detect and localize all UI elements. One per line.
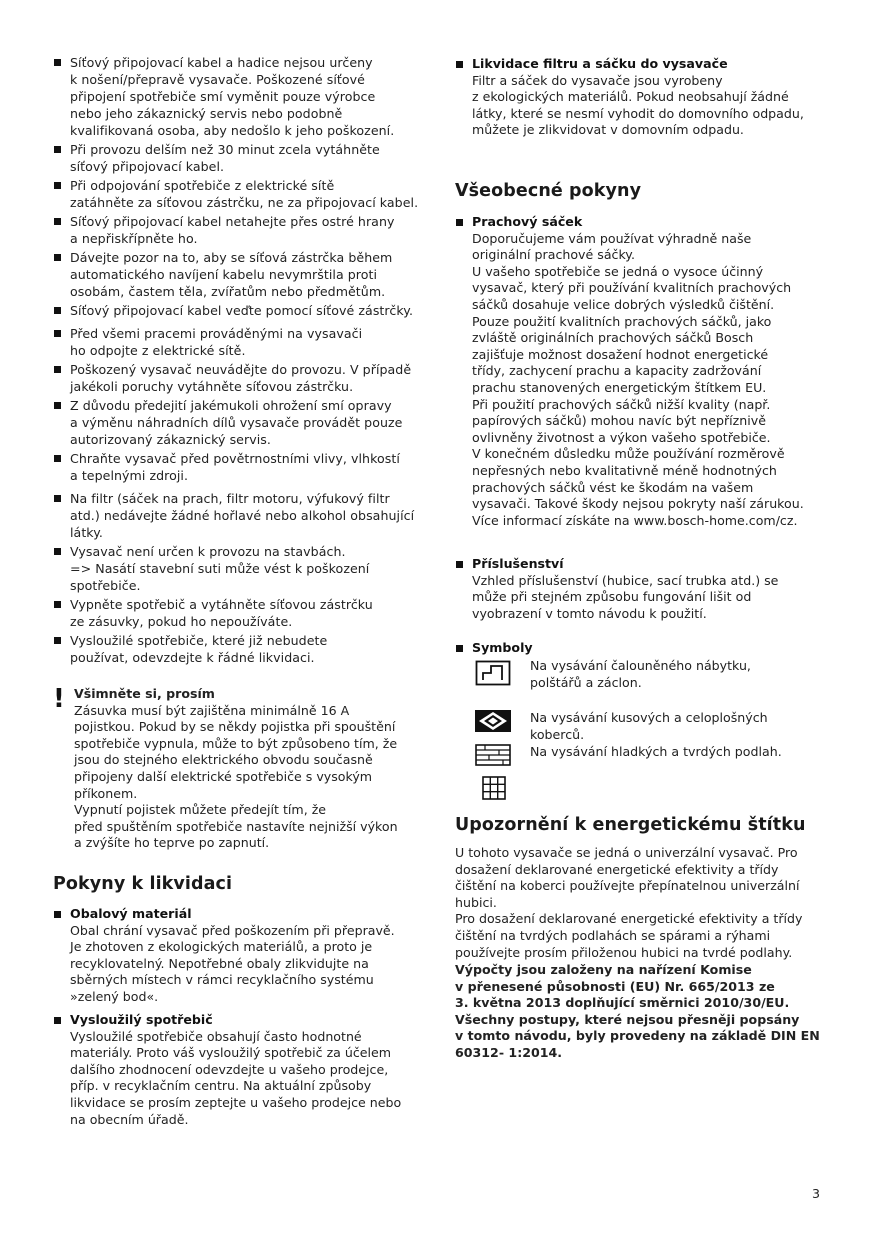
left-column xyxy=(53,54,433,668)
note-body: Zásuvka musí být zajištěna minimálně 16 A pojistkou. Pokud by se někdy pojistka při spouštění spotřebiče vypnula, může to být způsobeno tím, že jsou do stejného elektrického obvodu současně připojeny další elektrické spotřebiče s vysokým příkonem. Vypnutí pojistek můžete předejít tím, že před spuštěním spotřebiče nastavíte nejnižší výkon a zvýšíte ho teprve po zapnutí. xyxy=(74,702,398,851)
attention-note xyxy=(53,686,454,852)
note-title: Všimněte si, prosím xyxy=(74,686,215,701)
filter-disposal-title: Likvidace filtru a sáčku do vysavače xyxy=(472,56,728,71)
list-item: Vysavač není určen k provozu na stavbách. => Nasátí stavební suti může vést k poškození spotřebiče. xyxy=(53,543,433,594)
list-item: Síťový připojovací kabel netahejte přes ostré hrany a nepřiskřípněte ho. xyxy=(53,213,433,247)
list-item: Vypněte spotřebič a vytáhněte síťovou zástrčku ze zásuvky, pokud ho nepoužíváte. xyxy=(53,596,433,630)
bullet-square-icon xyxy=(54,218,61,225)
list-item: Při odpojování spotřebiče z elektrické sítě zatáhněte za síťovou zástrčku, ne za připojovací kabel. xyxy=(53,177,433,211)
energy-label-heading: Upozornění k energetickému štítku xyxy=(455,815,806,835)
list-item: Síťový připojovací kabel a hadice nejsou určeny k nošení/přepravě vysavače. Poškozené síťové připojení spotřebiče smí vyměnit pouze výrobce nebo jeho zákaznický servis nebo podobně kvalifikovaná osoba, aby nedošlo k jeho poškození. xyxy=(53,54,433,139)
list-item: Dávejte pozor na to, aby se síťová zástrčka během automatického navíjení kabelu nevymrštila proti osobám, častem těla, zvířatům nebo předmětům. xyxy=(53,249,433,300)
hard-floor-icon xyxy=(475,744,511,766)
list-item: Vysloužilé spotřebiče, které již nebudete používat, odevzdejte k řádné likvidaci. xyxy=(53,632,433,666)
old-appliance-section: Vysloužilý spotřebič Vysloužilé spotřebiče obsahují často hodnotné materiály. Proto váš vysloužilý spotřebič za účelem dalšího zhodnocení odevzdejte u vašeho prodejce, příp. v recyklačním centru. Na aktuální způsoby likvidace se prosím zeptejte u vašeho prodejce nebo na obecním úřadě. xyxy=(53,1012,450,1128)
bullet-square-icon xyxy=(456,219,463,226)
bullet-square-icon xyxy=(54,911,61,918)
carpet-icon xyxy=(475,710,511,732)
list-item: Na filtr (sáček na prach, filtr motoru, výfukový filtr atd.) nedávejte žádné hořlavé nebo alkohol obsahující látky. xyxy=(53,490,433,541)
bullet-square-icon xyxy=(54,1017,61,1024)
symbol-description: Na vysávání kusových a celoplošných koberců. xyxy=(530,710,768,742)
list-item: Před všemi pracemi prováděnými na vysavači ho odpojte z elektrické sítě. xyxy=(53,325,433,359)
bullet-square-icon xyxy=(54,254,61,261)
dust-bag-section: Prachový sáček Doporučujeme vám používat výhradně naše originální prachové sáčky. U vašeho spotřebiče se jedná o vysoce účinný vysavač, který při používání kvalitních prachových sáčků dosahuje velice dobrých výsledků čištění. Pouze použití kvalitních prachových sáčků, jako zvláště originálních prachových sáčků Bosch zajišťuje možnost dosažení hodnot energetické třídy, zachycení prachu a kapacity zadržování prachu stanovených energetickým štítkem EU. Při použití prachových sáčků nižší kvality (např. papírových sáčků) mohou navíc být nepříznivě ovlivněny životnost a výkon vašeho spotřebiče. V konečném důsledku může používání rozměrově nepřesných nebo kvalitativně méně hodnotných prachových sáčků vést ke škodám na vašem vysavači. Takové škody nejsou pokryty naší zárukou. Více informací získáte na www.bosch-home.com/cz. xyxy=(455,214,862,529)
energy-label-text: U tohoto vysavače se jedná o univerzální vysavač. Pro dosažení deklarované energetické efektivity a třídy čištění na koberci používejte přepínatelnou univerzální hubici. Pro dosažení deklarované energetické efektivity a třídy čištění na tvrdých podlahách se spárami a rýhami používejte prosím přiloženou hubici na tvrdé podlahy. xyxy=(455,845,803,960)
dust-bag-title: Prachový sáček xyxy=(472,214,583,229)
tiles-icon xyxy=(482,776,506,800)
bullet-square-icon xyxy=(54,59,61,66)
list-item: Chraňte vysavač před povětrnostními vlivy, vlhkostí a tepelnými zdroji. xyxy=(53,450,433,484)
symbols-title: Symboly xyxy=(472,640,533,655)
symbols-section xyxy=(455,640,852,657)
packaging-title: Obalový materiál xyxy=(70,906,192,921)
safety-bullet-list xyxy=(53,54,433,666)
disposal-heading: Pokyny k likvidaci xyxy=(53,874,233,894)
list-item: Poškozený vysavač neuvádějte do provozu. V případě jakékoli poruchy vytáhněte síťovou zástrčku. xyxy=(53,361,433,395)
filter-disposal-section: Likvidace filtru a sáčku do vysavače Filtr a sáček do vysavače jsou vyrobeny z ekologických materiálů. Pokud neobsahují žádné látky, které se nesmí vyhodit do domovního odpadu, můžete je zlikvidovat v domovním odpadu. xyxy=(455,56,852,139)
list-item: Z důvodu předejití jakémukoli ohrožení smí opravy a výměnu náhradních dílů vysavače provádět pouze autorizovaný zákaznický servis. xyxy=(53,397,433,448)
energy-label-bold-text: Výpočty jsou založeny na nařízení Komise v přenesené působnosti (EU) Nr. 665/2013 ze 3. května 2013 doplňující směrnici 2010/30/EU. Všechny postupy, které nejsou přesněji popsány v tomto návodu, byly provedeny na základě DIN EN 60312- 1:2014. xyxy=(455,962,820,1060)
accessories-title: Příslušenství xyxy=(472,556,564,571)
packaging-section: Obalový materiál Obal chrání vysavač před poškozením při přepravě. Je zhotoven z ekologických materiálů, a proto je recyklovatelný. Nepotřebné obaly zlikvidujte na sběrných místech v rámci recyklačního systému »zelený bod«. xyxy=(53,906,450,1006)
bullet-square-icon xyxy=(54,495,61,502)
bullet-square-icon xyxy=(54,330,61,337)
page-number: 3 xyxy=(812,1186,821,1201)
bullet-square-icon xyxy=(54,637,61,644)
symbols-list xyxy=(455,658,835,808)
bullet-square-icon xyxy=(54,455,61,462)
bullet-square-icon xyxy=(54,366,61,373)
general-heading: Všeobecné pokyny xyxy=(455,181,642,201)
bullet-square-icon xyxy=(54,548,61,555)
upholstery-icon xyxy=(475,660,511,686)
exclamation-icon: ! xyxy=(53,684,65,714)
bullet-square-icon xyxy=(54,402,61,409)
list-item: Síťový připojovací kabel veďte pomocí síťové zástrčky. xyxy=(53,302,433,319)
bullet-square-icon xyxy=(456,561,463,568)
bullet-square-icon xyxy=(54,307,61,314)
bullet-square-icon xyxy=(456,61,463,68)
symbol-description: Na vysávání hladkých a tvrdých podlah. xyxy=(530,744,782,759)
bullet-square-icon xyxy=(54,601,61,608)
accessories-section: Příslušenství Vzhled příslušenství (hubice, sací trubka atd.) se může při stejném způsobu fungování lišit od vyobrazení v tomto návodu k použití. xyxy=(455,556,852,622)
bullet-square-icon xyxy=(54,182,61,189)
old-appliance-title: Vysloužilý spotřebič xyxy=(70,1012,213,1027)
symbol-description: Na vysávání čalouněného nábytku, polštářů a záclon. xyxy=(530,658,751,690)
bullet-square-icon xyxy=(54,146,61,153)
list-item: Při provozu delším než 30 minut zcela vytáhněte síťový připojovací kabel. xyxy=(53,141,433,175)
bullet-square-icon xyxy=(456,645,463,652)
